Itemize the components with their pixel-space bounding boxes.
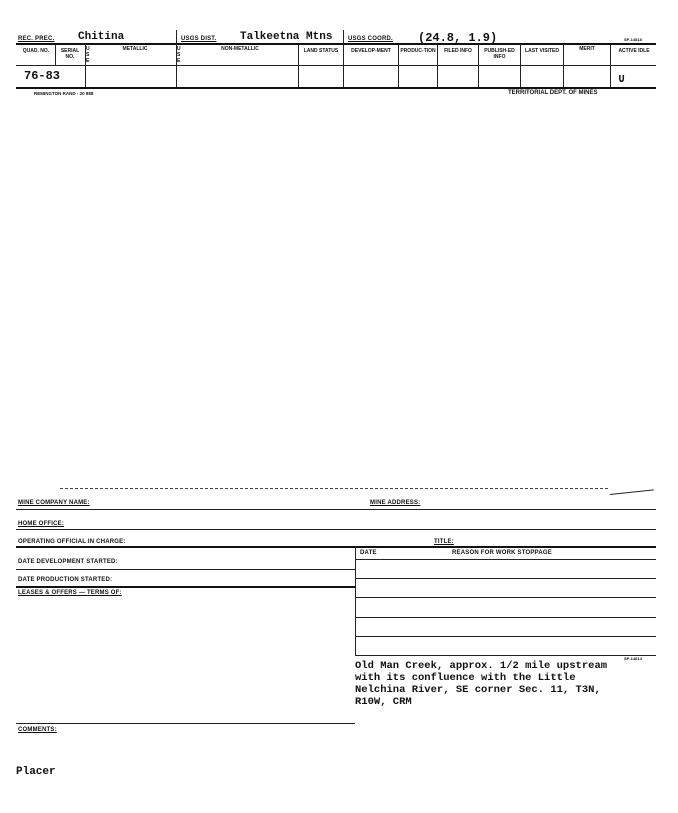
date-development-started-label: DATE DEVELOPMENT STARTED: [18,559,118,565]
form-code-bottom: SP-14814 [624,656,642,661]
location-line: Nelchina River, SE corner Sec. 11, T3N, [355,684,601,696]
home-office-label: HOME OFFICE: [18,521,65,527]
filed-info-header: FILED INFO [444,48,472,54]
use-left-header: U S E [86,46,90,64]
location-note [355,660,607,708]
location-line: with its confluence with the Little [355,672,576,684]
usgs-dist-value: Talkeetna Mtns [240,31,333,43]
date-header: DATE [360,550,377,556]
comments-value: Placer [16,766,56,778]
quad-header: QUAD. NO. [22,48,50,54]
active-idle-header: ACTIVE IDLE [618,48,650,54]
location-line: Old Man Creek, approx. 1/2 mile upstream [355,660,608,672]
operating-official-label: OPERATING OFFICIAL IN CHARGE: [18,539,126,545]
rec-prec-label: REC. PREC. [18,36,55,42]
leases-offers-label: LEASES & OFFERS — TERMS OF: [18,590,122,596]
production-header: PRODUC-TION [400,48,436,54]
published-info-header: PUBLISH-ED INFO [484,48,515,60]
rec-prec-value: Chitina [78,31,125,43]
last-visited-header: LAST VISITED [525,48,559,54]
mine-company-name-label: MINE COMPANY NAME: [18,500,90,506]
merit-header: MERIT [579,46,595,52]
serial-header: SERIAL NO. [60,48,80,60]
usgs-coord-label: USGS COORD. [348,36,393,42]
reason-header: REASON FOR WORK STOPPAGE [452,550,552,556]
usgs-coord-value: (24.8, 1.9) [418,31,498,45]
usgs-dist-label: USGS DIST. [181,36,217,42]
footer-left: REMINGTON RAND - 20 888 [34,91,94,96]
comments-label: COMMENTS: [18,727,57,733]
active-idle-mark: ∪ [618,72,626,86]
form-code-top: SP-14818 [624,37,642,42]
use-right-header: U S E [177,46,181,64]
quad-value: 76-83 [24,69,61,83]
land-status-header: LAND STATUS [303,48,339,54]
location-line: R10W, CRM [355,696,412,708]
development-header: DEVELOP-MENT [351,48,391,54]
footer-right: TERRITORIAL DEPT. OF MINES [508,90,598,96]
non-metallic-header: NON-METALLIC [221,46,259,52]
metallic-header: METALLIC [122,46,148,52]
date-production-started-label: DATE PRODUCTION STARTED: [18,577,113,583]
mine-address-label: MINE ADDRESS: [370,500,421,506]
title-label: TITLE: [434,539,454,545]
